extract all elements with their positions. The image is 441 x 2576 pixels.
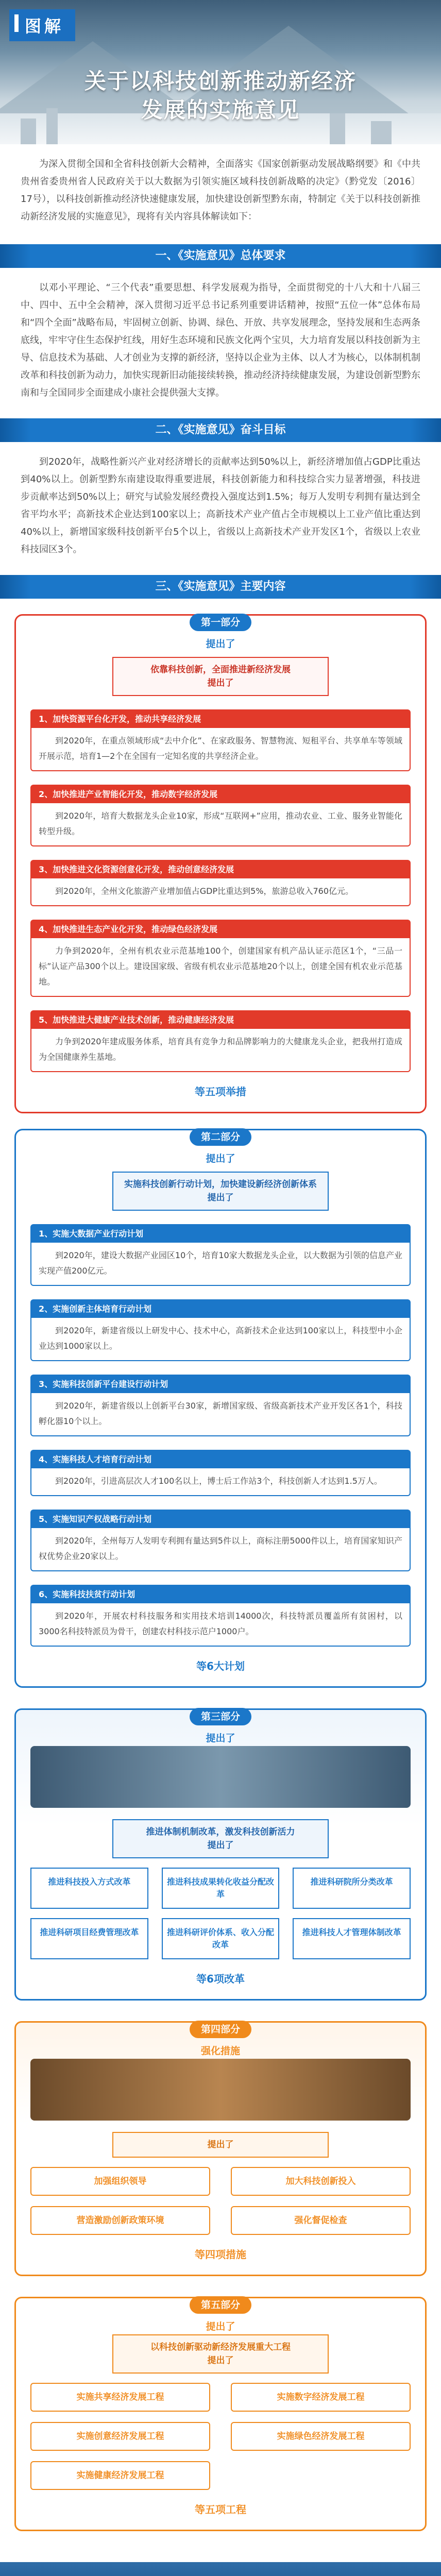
part3-cell: 推进科研评价体系、收入分配改革 [162, 1918, 280, 1959]
part3-cell: 推进科研项目经费管理改革 [30, 1918, 148, 1959]
part-3-grid [30, 1868, 411, 1959]
part-4-photo [30, 2059, 411, 2121]
part-4-grid [30, 2167, 411, 2235]
part-3-summary: 等6项改革 [196, 1973, 245, 1985]
part-1-summary: 等五项举措 [195, 1086, 246, 1098]
part-2-item-title: 2、实施创新主体培育行动计划 [31, 1300, 410, 1318]
part-1-item-title: 2、加快推进产业智能化开发，推动数字经济发展 [31, 786, 410, 803]
part-1-item [30, 709, 411, 771]
part-1-lead: 依靠科技创新，全面推进新经济发展 提出了 [112, 657, 329, 696]
part-5-summary: 等五项工程 [195, 2503, 246, 2516]
part-1-item [30, 785, 411, 846]
part-1-item [30, 860, 411, 906]
part3-cell: 推进科技成果转化收益分配改革 [162, 1868, 280, 1909]
part-2-item-body: 到2020年，引进高层次人才100名以上，博士后工作站3个，科技创新人才达到1.5万人。 [55, 1476, 382, 1486]
part4-cell: 加强组织领导 [30, 2167, 210, 2196]
part-1 [14, 614, 427, 1113]
part-2-item [30, 1299, 411, 1361]
part-1-item-title: 1、加快资源平台化开发，推动共享经济发展 [31, 710, 410, 728]
part-4-summary: 等四项措施 [195, 2248, 246, 2261]
part-3-photo [30, 1746, 411, 1808]
part-1-item [30, 1010, 411, 1072]
part-2-item [30, 1375, 411, 1436]
banner-tag: 图解 [9, 9, 75, 41]
part-1-item-body: 到2020年，在重点领域形成“去中介化”、在家政服务、智慧物流、短租平台、共享单车等领域开展示范，培育1—2个在全国有一定知名度的共享经济企业。 [39, 736, 402, 761]
part-2-item-title: 4、实施科技人才培育行动计划 [31, 1451, 410, 1468]
part-2-item-body: 到2020年，全州每万人发明专利拥有量达到5件以上，商标注册5000件以上，培育国家知识产权优势企业20家以上。 [39, 1536, 402, 1561]
part-3-lead: 推进体制机制改革，激发科技创新活力 提出了 [112, 1819, 329, 1858]
part-3-label: 第三部分 提出了 [182, 1708, 259, 1744]
part-2-item-title: 5、实施知识产权战略行动计划 [31, 1511, 410, 1528]
part-2-item [30, 1510, 411, 1571]
part-2-item-title: 1、实施大数据产业行动计划 [31, 1225, 410, 1243]
intro-text: 为深入贯彻全国和全省科技创新大会精神，全面落实《国家创新驱动发展战略纲要》和《中共贵州省委贵州省人民政府关于以大数据为引领实施区域科技创新战略的决定》（黔党发〔2016〕17号），以科技创新推动经济快速健康发展，加快建设创新型黔东南，特制定《关于以科技创新推动新经济发展的实施意见》，现将有关内容具体解读如下： [21, 159, 420, 222]
page-title: 关于以科技创新推动新经济 发展的实施意见 [84, 69, 357, 123]
part5-cell: 实施创意经济发展工程 [30, 2422, 210, 2451]
part-1-item-title: 4、加快推进生态产业化开发，推动绿色经济发展 [31, 921, 410, 938]
part-5-label: 第五部分 提出了 [182, 2296, 259, 2332]
section-body-1: 以邓小平理论、“三个代表”重要思想、科学发展观为指导，全面贯彻党的十八大和十八届三中、四中、五中全会精神，深入贯彻习近平总书记系列重要讲话精神，按照“五位一体”总体布局和“四个全面”战略布局，牢固树立创新、协调、绿色、开放、共享发展理念，坚持发展和生态两条底线，牢牢守住生态保护红线，用好生态环境和民族文化两个宝贝，大力培育发展以科技创新为主导、信息技术为基础、人才创业为支撑的新经济，坚持以企业为主体、以人才为核心，以体制机制改革和科技创新为动力，加快实现新旧动能接续转换，推动经济持续健康发展，为建设创新型黔东南和与全国同步全面建成小康社会提供强大支撑。 [21, 282, 420, 398]
part-1-item-body: 到2020年，培育大数据龙头企业10家，形成“互联网+”应用，推动农业、工业、服务业智能化转型升级。 [39, 811, 402, 836]
part-1-item-body: 力争到2020年，全州有机农业示范基地100个，创建国家有机产品认证示范区1个，“三品一标”认证产品300个以上。建设国家级、省级有机农业示范基地20个以上，创建全国有机农业示范基地。 [39, 946, 402, 987]
part3-cell: 推进科技投入方式改革 [30, 1868, 148, 1909]
banner [0, 0, 441, 144]
part-2-label: 第二部分 提出了 [182, 1128, 259, 1164]
part-5-lead: 以科技创新驱动新经济发展重大工程 提出了 [112, 2334, 329, 2374]
section-body-2: 到2020年，战略性新兴产业对经济增长的贡献率达到50%以上，新经济增加值占GDP比重达到40%以上。创新型黔东南建设取得重要进展，科技创新能力和科技综合实力显著增强，科技进步贡献率达到50%以上；研究与试验发展经费投入强度达到1.5%；每万人发明专利拥有量达到全省平均水平；高新技术企业达到100家以上；高新技术产业产值占全市规模以上工业产值比重达到40%以上，新增国家级科技创新平台5个以上，省级以上高新技术产业开发区1个，省级以上农业科技园区3个。 [21, 456, 420, 555]
part-2-item-body: 到2020年，新建省级以上研发中心、技术中心，高新技术企业达到100家以上，科技型中小企业达到1000家以上。 [39, 1326, 402, 1351]
part3-cell: 推进科技人才管理体制改革 [293, 1918, 411, 1959]
part4-cell: 加大科技创新投入 [231, 2167, 411, 2196]
section-head-3: 三、《实施意见》主要内容 [0, 575, 441, 599]
part-1-label: 第一部分 提出了 [182, 614, 259, 650]
part5-cell: 实施数字经济发展工程 [231, 2383, 411, 2412]
part-1-item-title: 3、加快推进文化资源创意化开发，推动创意经济发展 [31, 861, 410, 878]
part-2-summary: 等6大计划 [196, 1660, 245, 1672]
part-3 [14, 1708, 427, 2001]
part4-cell: 强化督促检查 [231, 2206, 411, 2235]
part-2-item [30, 1224, 411, 1286]
part-4 [14, 2021, 427, 2276]
part-1-item-body: 到2020年，全州文化旅游产业增加值占GDP比重达到5%，旅游总收入760亿元。 [55, 886, 354, 896]
part4-cell: 营造激励创新政策环境 [30, 2206, 210, 2235]
part5-cell: 实施绿色经济发展工程 [231, 2422, 411, 2451]
part-2-item-body: 到2020年，开展农村科技服务和实用技术培训14000次，科技特派员覆盖所有贫困村，以3000名科技特派员为骨干，创建农村科技示范户1000户。 [39, 1611, 402, 1636]
part-1-item [30, 920, 411, 997]
section-head-1: 一、《实施意见》总体要求 [0, 244, 441, 268]
part-4-label: 第四部分 强化措施 [182, 2021, 259, 2057]
part-2-item [30, 1585, 411, 1647]
part5-cell: 实施共享经济发展工程 [30, 2383, 210, 2412]
footer-credit [0, 2562, 441, 2576]
part-2-item-body: 到2020年，新建省级以上创新平台30家，新增国家级、省级高新技术产业开发区各1个，科技孵化器10个以上。 [39, 1401, 402, 1426]
part-2-lead: 实施科技创新行动计划，加快建设新经济创新体系 提出了 [112, 1172, 329, 1211]
part-4-lead: 提出了 [112, 2132, 329, 2158]
part-1-item-title: 5、加快推进大健康产业技术创新，推动健康经济发展 [31, 1011, 410, 1029]
part-2 [14, 1129, 427, 1688]
part-2-item-title: 3、实施科技创新平台建设行动计划 [31, 1376, 410, 1393]
part3-cell: 推进科研院所分类改革 [293, 1868, 411, 1909]
part-1-item-body: 力争到2020年建成服务体系，培育具有竞争力和品牌影响力的大健康龙头企业，把我州打造成为全国健康养生基地。 [39, 1037, 402, 1062]
part-2-item-body: 到2020年，建设大数据产业园区10个，培育10家大数据龙头企业，以大数据为引领的信息产业实现产值200亿元。 [39, 1250, 402, 1276]
part-5-grid [30, 2383, 411, 2490]
section-head-2: 二、《实施意见》奋斗目标 [0, 418, 441, 442]
part5-cell: 实施健康经济发展工程 [30, 2461, 210, 2490]
part-2-item [30, 1450, 411, 1496]
part-5 [14, 2297, 427, 2531]
part-2-item-title: 6、实施科技扶贫行动计划 [31, 1586, 410, 1603]
